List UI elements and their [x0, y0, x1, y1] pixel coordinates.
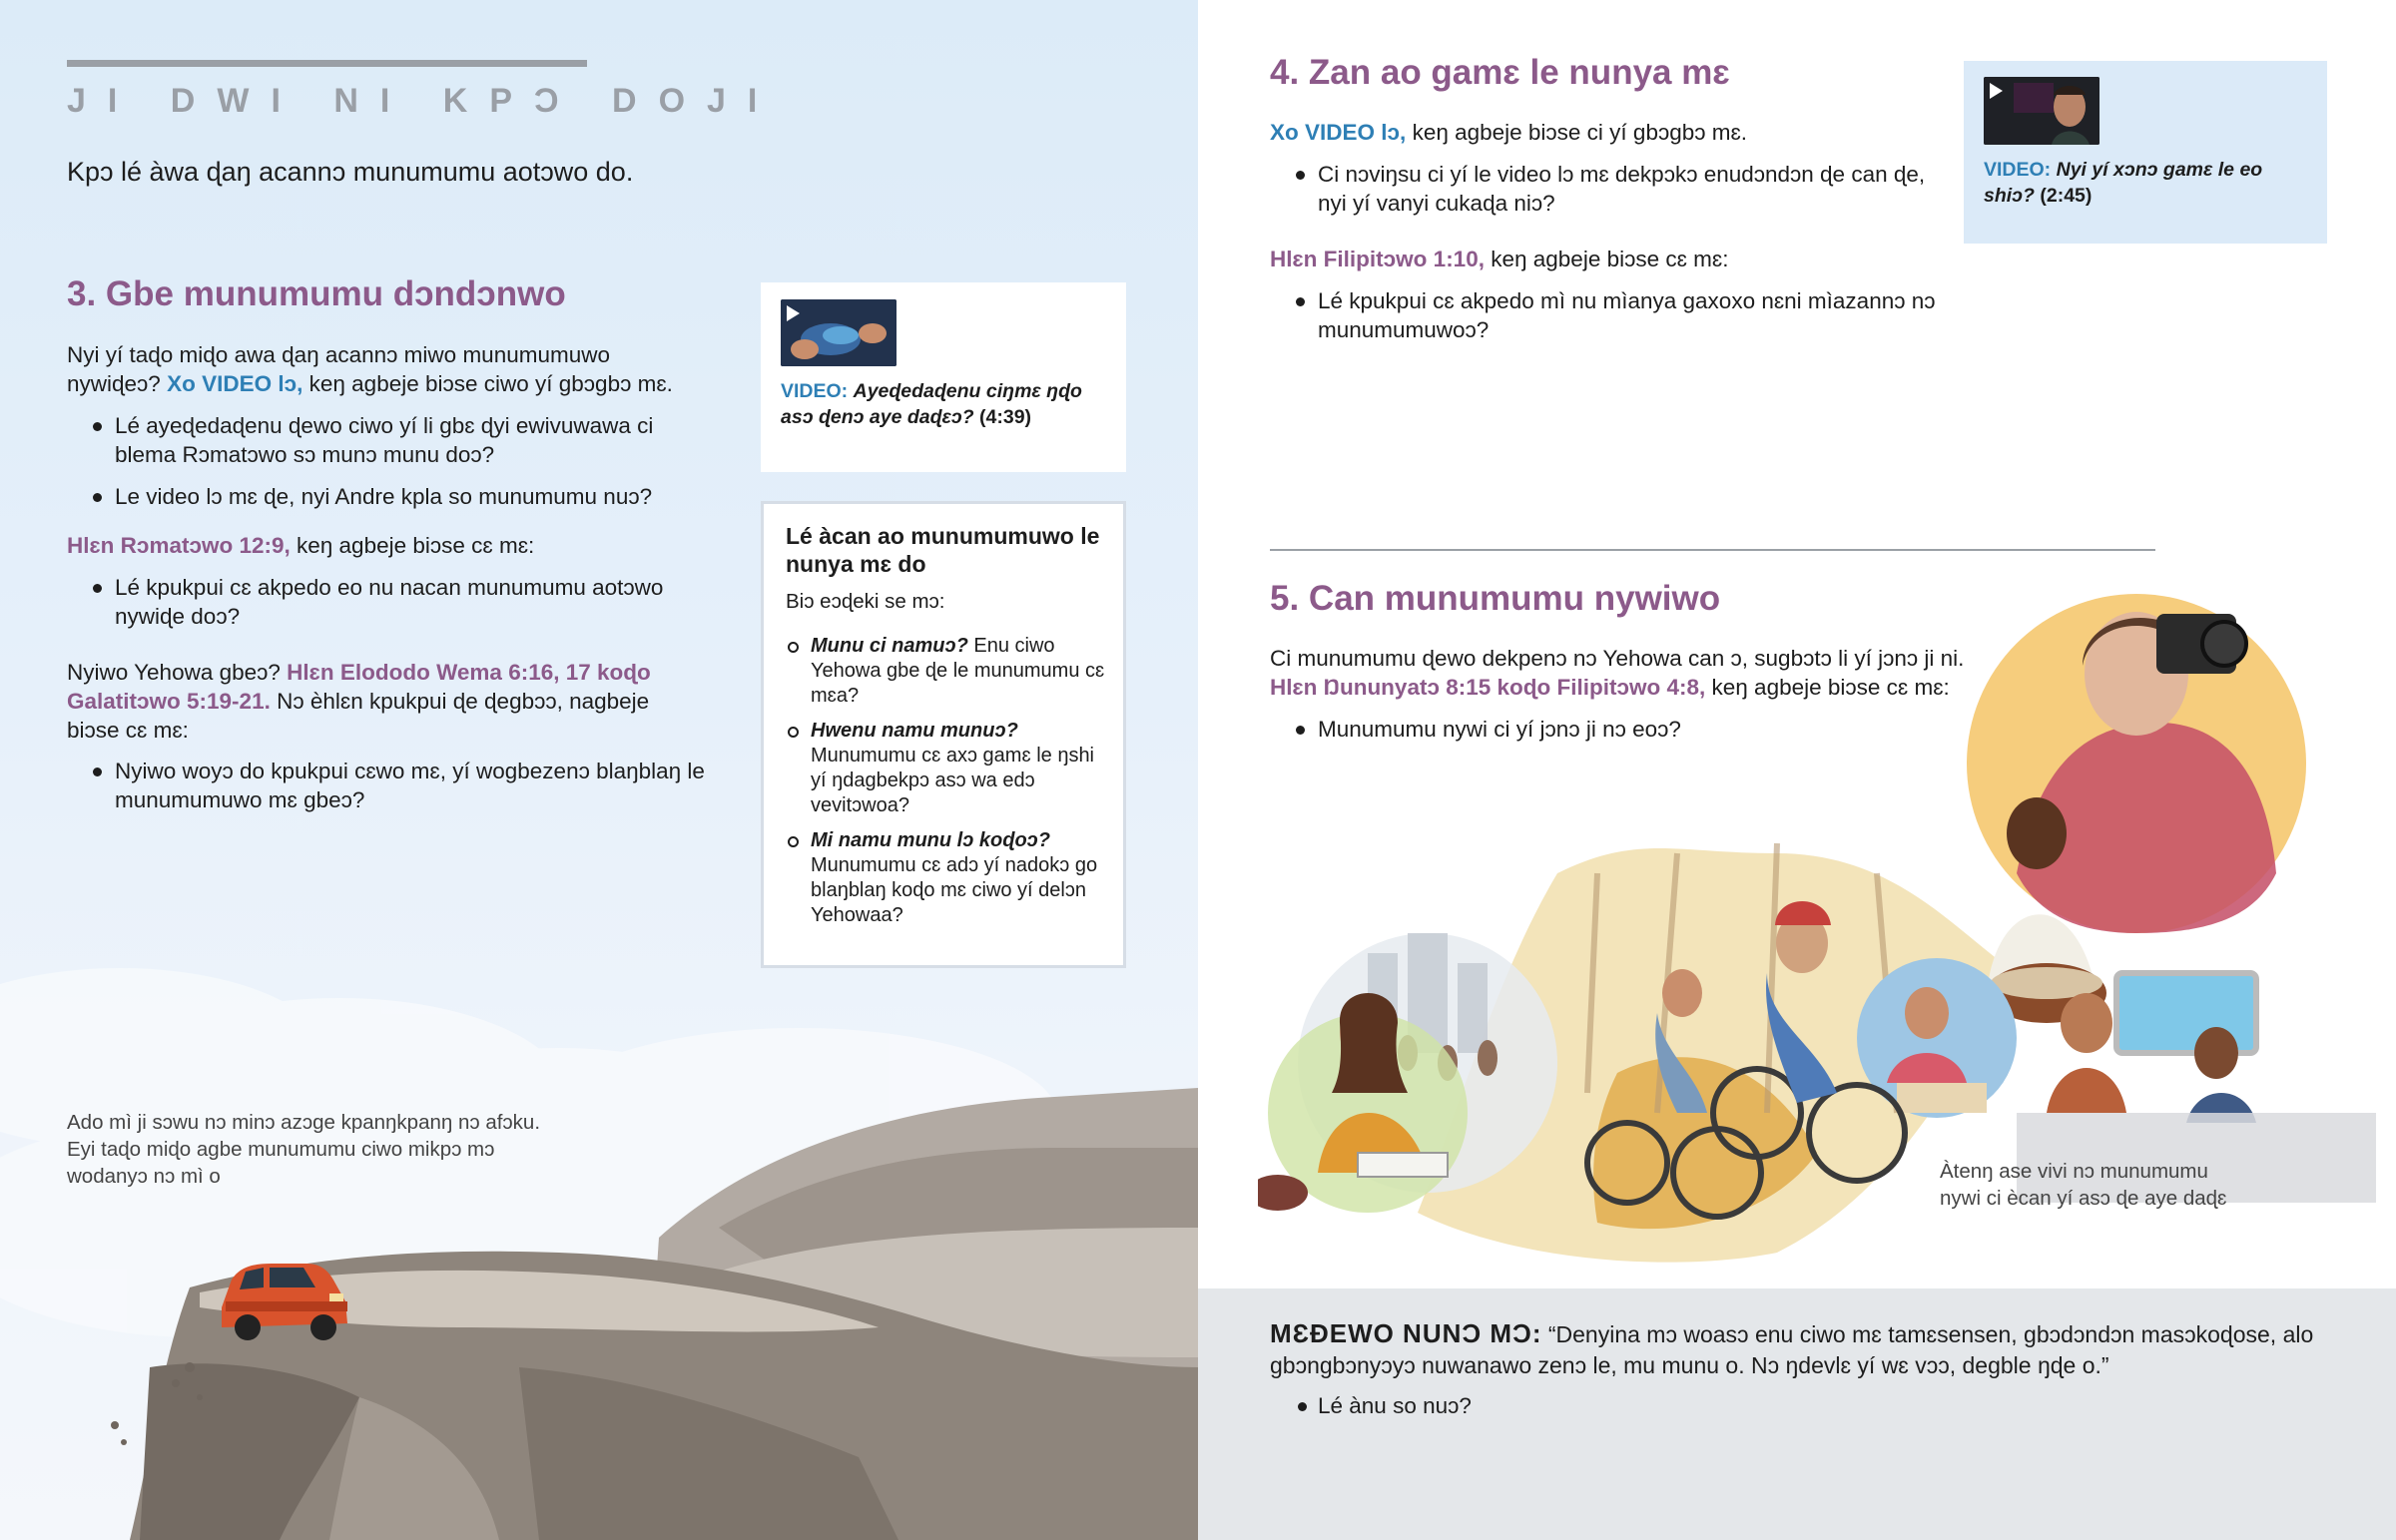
bullet-question: Lé kpukpui cɛ akpedo mì nu mìanya gaxoxo nɛni mìazannɔ nɔ munumumuwoɔ?	[1270, 286, 1949, 344]
bullet-question: Munumumu nywi ci yí jɔnɔ ji nɔ eoɔ?	[1270, 715, 1949, 744]
sidebox-item	[786, 719, 1107, 818]
video-label: VIDEO:	[1984, 159, 2052, 181]
section-4-para-2	[1270, 245, 1969, 273]
bullet-question: Le video lɔ mɛ ɖe, nyi Andre kpla so munumumu nuɔ?	[67, 482, 706, 511]
sidebox-item	[786, 828, 1107, 928]
para-text: keŋ agbeje biɔse ci yí gbɔgbɔ mɛ.	[1412, 120, 1748, 145]
para-text: Nyi yí taɖo miɖo awa ɖaŋ acannɔ miwo munumumuwo nywiɖeɔ?	[67, 342, 610, 396]
motto-bullets	[1198, 1391, 2196, 1433]
motto-label: MƐƉEWO NUNƆ MƆ:	[1270, 1318, 1542, 1348]
video-thumbnail[interactable]	[781, 299, 897, 366]
sidebox-subtitle: Biɔ eɔɖeki se mɔ:	[786, 590, 945, 613]
cliff-car-illustration	[0, 898, 1198, 1540]
sidebox-question: Hwenu namu munuɔ?	[811, 720, 1018, 742]
para-text: keŋ agbeje biɔse cɛ mɛ:	[1711, 675, 1950, 700]
section-divider	[1270, 549, 2155, 551]
sidebox-question: Mi namu munu lɔ koɖoɔ?	[811, 829, 1051, 851]
sidebox-answer: Enu ciwo Yehowa gbe ɖe le munumumu cɛ mɛa?	[811, 635, 1105, 707]
section-5-title: 5. Can munumumu nywiwo	[1270, 579, 1721, 618]
section-4-bullets-2	[1270, 286, 1949, 357]
intro-text: Kpɔ lé àwa ɖaŋ acannɔ munumumu aotɔwo do.	[67, 157, 634, 187]
bullet-question: Ci nɔviŋsu ci yí le video lɔ mɛ dekpɔkɔ enudɔndɔn ɖe can ɖe, nyi yí vanyi cukaɖa niɔ?	[1270, 160, 1949, 218]
para-text: Nɔ èhlɛn kpukpui ɖe ɖegbɔɔ, nagbeje biɔse cɛ mɛ:	[67, 689, 650, 743]
kicker-rule	[67, 60, 587, 67]
illustration-caption: Àtenŋ ase vivi nɔ munumumu nywi ci ècan yí asɔ ɖe aye daɖɛ	[1940, 1160, 2227, 1210]
section-3-para-2	[67, 531, 706, 560]
video-label: VIDEO:	[781, 380, 849, 402]
section-3-para-1	[67, 340, 686, 398]
video-link[interactable]: Xo VIDEO lɔ,	[167, 371, 303, 396]
kicker-heading: JI DWI NI KPƆ DOJI	[67, 82, 780, 120]
video-title: Nyi yí xɔnɔ gamɛ le eo shiɔ?	[1984, 159, 2263, 207]
section-3-para-3	[67, 658, 686, 745]
sidebox-title: Lé àcan ao munumumuwo le nunya mɛ do	[786, 523, 1100, 577]
video-duration: (2:45)	[2040, 185, 2093, 207]
section-3-title: 3. Gbe munumumu dɔndɔnwo	[67, 274, 566, 313]
section-4-para-1	[1270, 118, 1969, 147]
para-text: keŋ agbeje biɔse cɛ mɛ:	[1491, 247, 1729, 271]
para-text: Nyiwo Yehowa gbeɔ?	[67, 660, 281, 685]
right-page	[1198, 0, 2396, 1540]
scripture-link[interactable]: Hlɛn Filipitɔwo 1:10,	[1270, 247, 1485, 271]
bullet-question: Lé kpukpui cɛ akpedo eo nu nacan munumumu aotɔwo nywiɖe doɔ?	[67, 573, 706, 631]
para-text: Ci munumumu ɖewo dekpenɔ nɔ Yehowa can ɔ, sugbɔtɔ li yí jɔnɔ ji ni.	[1270, 646, 1965, 671]
sidebox-list	[786, 634, 1107, 938]
play-icon	[1990, 83, 2003, 99]
bullet-question: Lé ànu so nuɔ?	[1198, 1391, 2196, 1420]
tips-sidebox	[761, 501, 1126, 968]
video-link[interactable]: Xo VIDEO lɔ,	[1270, 120, 1407, 145]
play-icon	[787, 305, 800, 321]
illustration-caption: Ado mì ji sɔwu nɔ minɔ azɔge kpanŋkpanŋ nɔ afɔku. Eyi taɖo miɖo agbe munumumu ciwo mikpɔ mɔ wodanyɔ nɔ mì o	[67, 1111, 541, 1188]
para-text: keŋ agbeje biɔse ciwo yí gbɔgbɔ mɛ.	[308, 371, 673, 396]
scripture-link[interactable]: Hlɛn Elododo Wema 6:16, 17 koɖo Galatitɔwo 5:19-21.	[67, 660, 651, 714]
section-4-bullets-1	[1270, 160, 1949, 231]
video-title: Ayeɖedaɖenu ciŋmɛ ŋɖo asɔ ɖenɔ aye daɖɛɔ?	[781, 380, 1082, 428]
video-duration: (4:39)	[979, 406, 1032, 428]
section-3-bullets-1	[67, 411, 706, 524]
sidebox-answer: Munumumu cɛ axɔ gamɛ le ŋshi yí ŋdagbekpɔ asɔ wa edɔ vevitɔwoa?	[811, 745, 1095, 816]
section-4-title: 4. Zan ao gamɛ le nunya mɛ	[1270, 53, 1730, 92]
sidebox-item	[786, 634, 1107, 709]
scripture-link[interactable]: Hlɛn Rɔmatɔwo 12:9,	[67, 533, 291, 558]
video-thumbnail[interactable]	[1984, 77, 2099, 145]
bullet-question: Nyiwo woyɔ do kpukpui cɛwo mɛ, yí wogbezenɔ blaŋblaŋ le munumumuwo mɛ gbeɔ?	[67, 757, 706, 814]
para-text: keŋ agbeje biɔse cɛ mɛ:	[297, 533, 535, 558]
video-caption	[781, 378, 1110, 430]
section-3-bullets-2	[67, 573, 706, 644]
video-card-2[interactable]	[1964, 61, 2327, 244]
motto-text	[1270, 1318, 2338, 1381]
motto-section	[1198, 1288, 2396, 1540]
motto-quote: “Denyina mɔ woasɔ enu ciwo mɛ tamɛsensen, gbɔdɔndɔn masɔkoɖose, alo gbɔngbɔnyɔyɔ nuwanawo zenɔ le, mu munu o. Nɔ ŋdevlɛ yí wɛ vɔɔ, degble ŋɖe o.”	[1270, 1321, 2314, 1378]
video-card-1[interactable]	[761, 282, 1126, 472]
video-caption	[1984, 157, 2303, 209]
scripture-link[interactable]: Hlɛn Ŋununyatɔ 8:15 koɖo Filipitɔwo 4:8,	[1270, 675, 1706, 700]
section-3-bullets-3	[67, 757, 706, 827]
sidebox-question: Munu ci namuɔ?	[811, 635, 968, 657]
sidebox-answer: Munumumu cɛ adɔ yí nadokɔ go blaŋblaŋ koɖo mɛ ciwo yí delɔn Yehowaa?	[811, 854, 1098, 926]
bullet-question: Lé ayeɖedaɖenu ɖewo ciwo yí li gbɛ ɖyi ewivuwawa ci blema Rɔmatɔwo sɔ munɔ munu doɔ?	[67, 411, 706, 469]
